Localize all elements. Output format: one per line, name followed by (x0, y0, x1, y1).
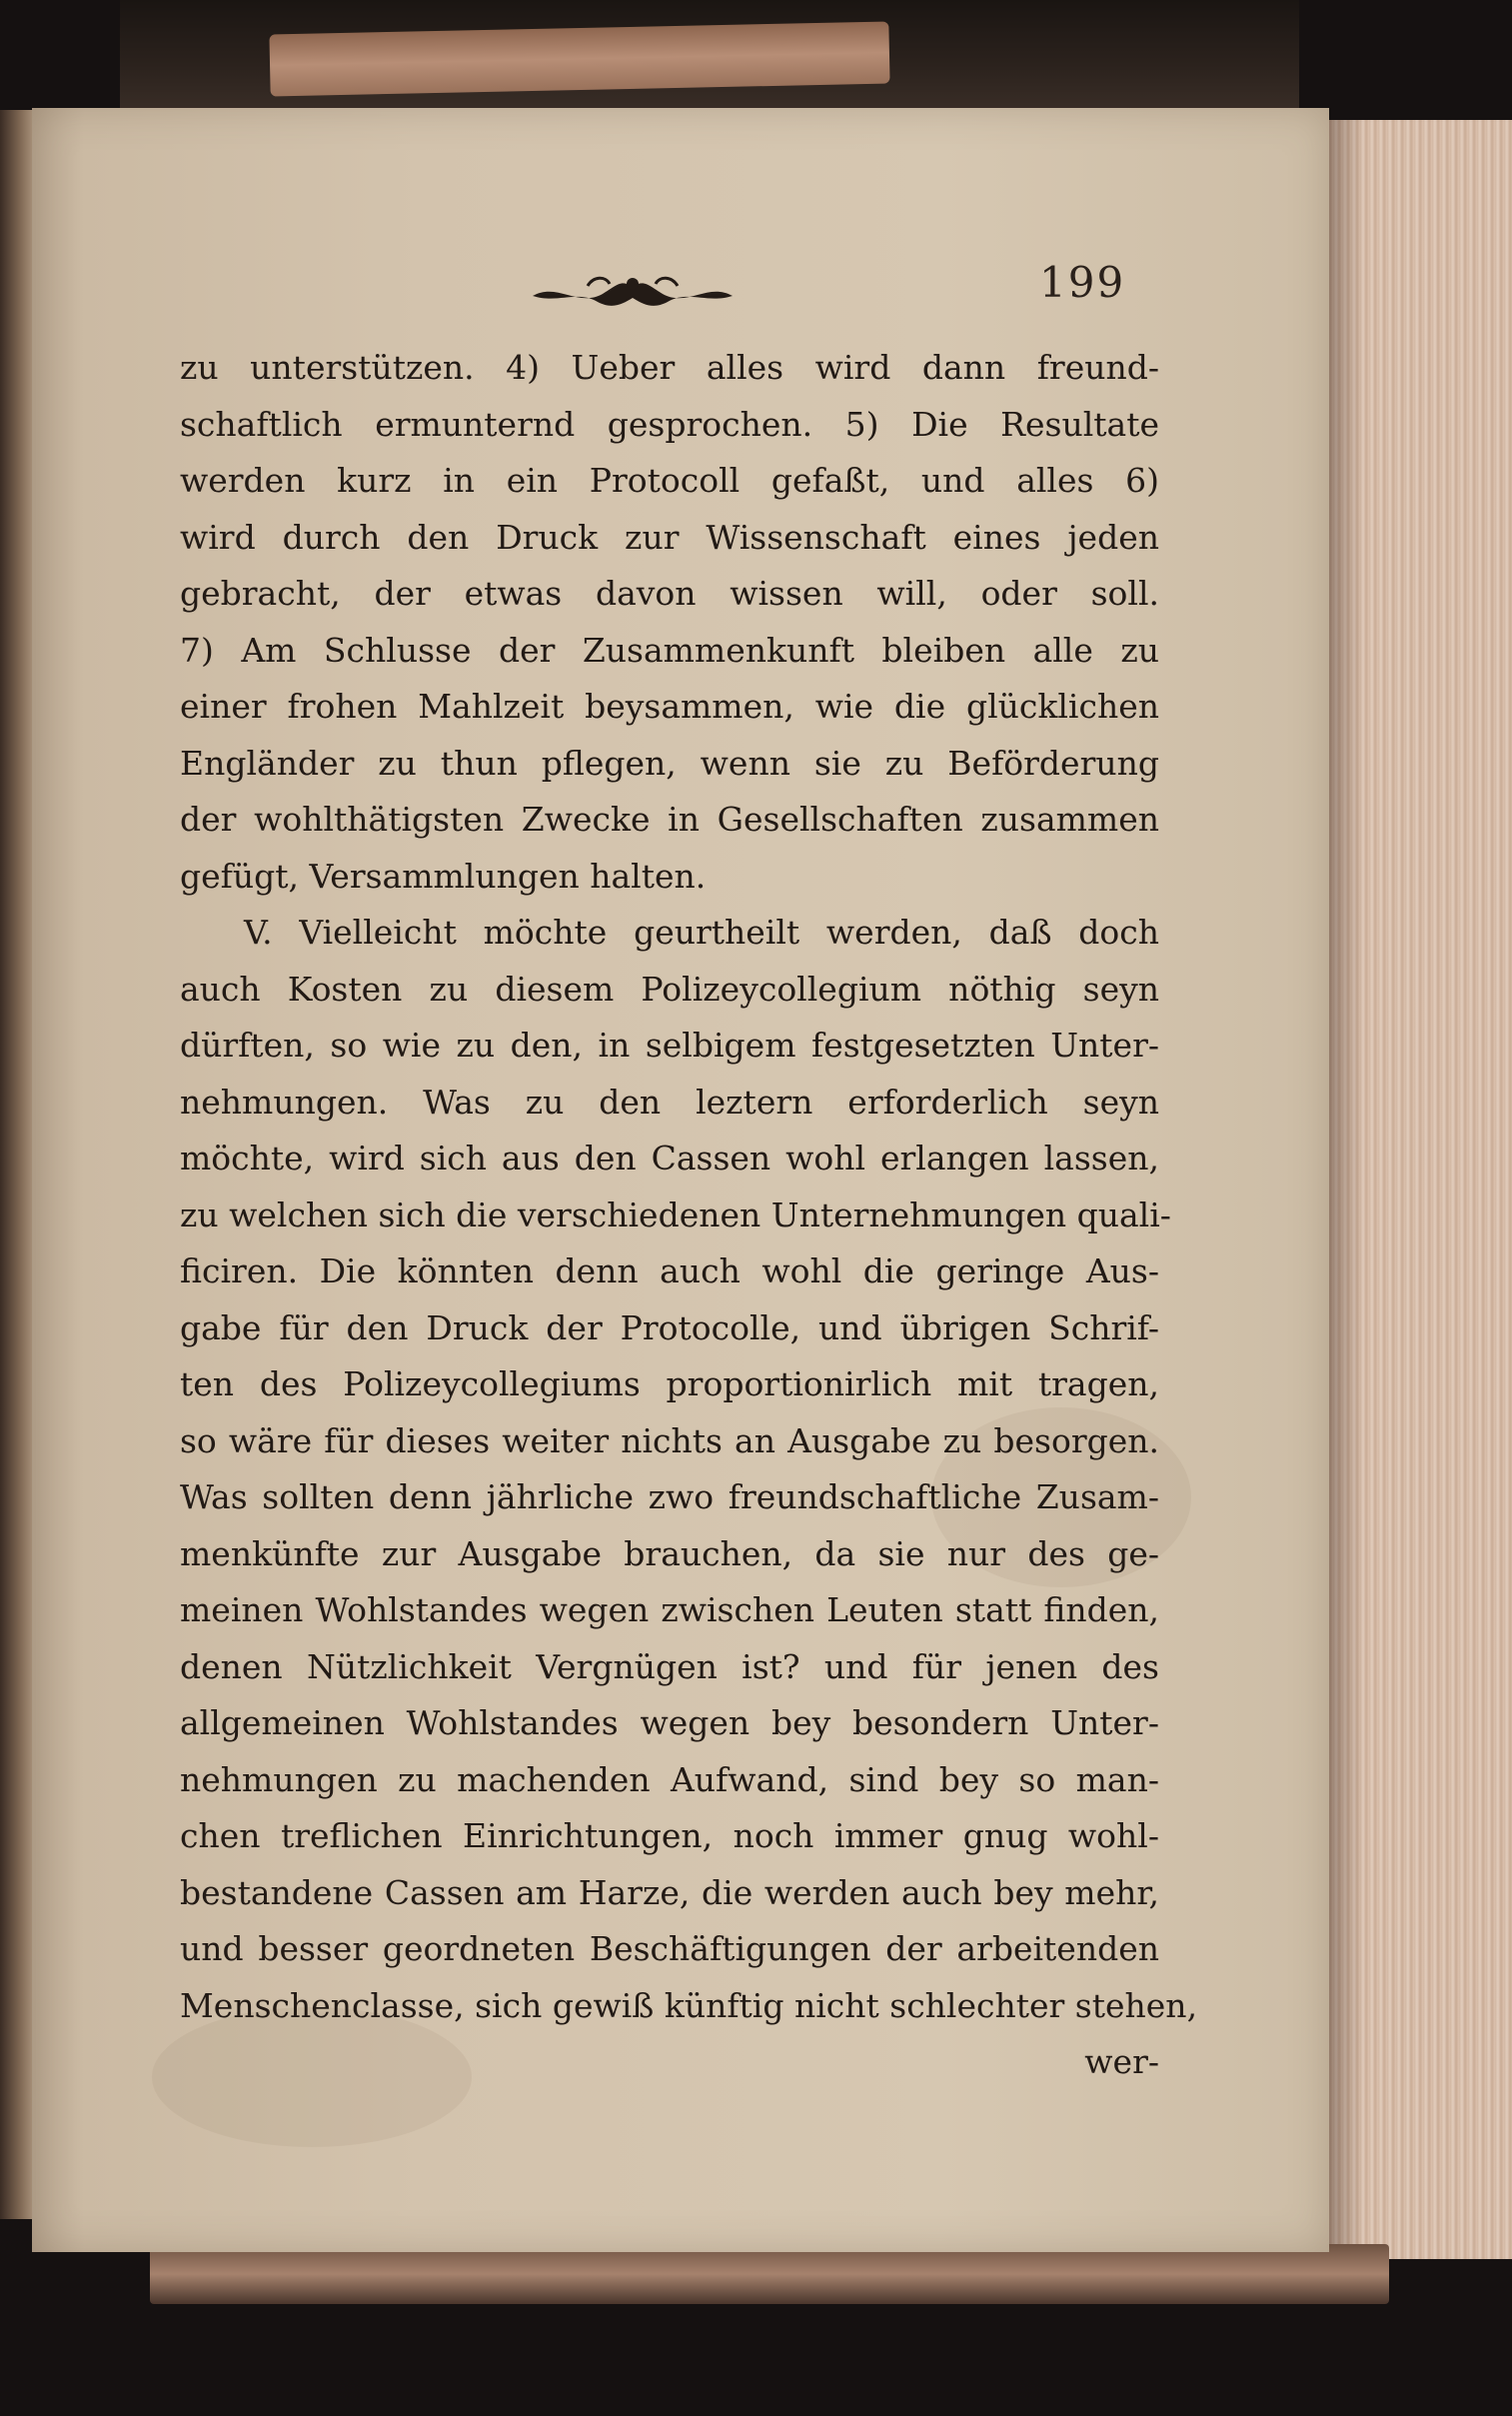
text-line: 7) Am Schlusse der Zusammenkunft bleiben alle zu (180, 630, 1159, 670)
text-line: chen treflichen Einrichtungen, noch immer gnug wohl- (180, 1816, 1159, 1855)
text-line: und besser geordneten Beschäftigungen der arbeitenden (180, 1929, 1159, 1968)
text-line: der wohlthätigsten Zwecke in Gesellschaften zusammen (180, 800, 1159, 839)
text-line: gebracht, der etwas davon wissen will, oder soll. (180, 574, 1159, 613)
book-page (32, 108, 1329, 2252)
text-line: V. Vielleicht möchte geurtheilt werden, daß doch (244, 913, 1159, 952)
text-line: menkünfte zur Ausgabe brauchen, da sie nur des ge- (180, 1533, 1159, 1573)
fleuron-ornament-icon (528, 264, 738, 324)
text-line: Menschenclasse, sich gewiß künftig nicht schlechter stehen, (180, 1985, 1198, 2025)
text-line: gefügt, Versammlungen halten. (180, 856, 707, 896)
book-cover-bottom (150, 2244, 1389, 2304)
text-line: denen Nützlichkeit Vergnügen ist? und für jenen des (180, 1646, 1159, 1686)
text-line: zu unterstützen. 4) Ueber alles wird dann freund- (180, 348, 1159, 387)
text-line: werden kurz in ein Protocoll gefaßt, und alles 6) (180, 461, 1159, 500)
text-line: nehmungen. Was zu den leztern erforderlich seyn (180, 1082, 1159, 1122)
text-line: schaftlich ermunternd gesprochen. 5) Die Resultate (180, 404, 1159, 444)
page-header (32, 258, 1329, 338)
text-line: Was sollten denn jährliche zwo freundschaftliche Zusam- (180, 1477, 1159, 1516)
text-line: dürften, so wie zu den, in selbigem festgesetzten Unter- (180, 1026, 1159, 1065)
text-line: auch Kosten zu diesem Polizeycollegium nöthig seyn (180, 969, 1159, 1009)
text-line: zu welchen sich die verschiedenen Unternehmungen quali- (180, 1195, 1171, 1234)
text-line: meinen Wohlstandes wegen zwischen Leuten statt finden, (180, 1590, 1159, 1629)
text-line: einer frohen Mahlzeit beysammen, wie die glücklichen (180, 687, 1159, 726)
catchword: wer- (1084, 2042, 1159, 2081)
text-line: nehmungen zu machenden Aufwand, sind bey so man- (180, 1759, 1159, 1799)
text-line: wird durch den Druck zur Wissenschaft eines jeden (180, 517, 1159, 557)
text-line: gabe für den Druck der Protocolle, und übrigen Schrif- (180, 1307, 1159, 1347)
text-line: ten des Polizeycollegiums proportionirlich mit tragen, (180, 1364, 1159, 1403)
text-line: bestandene Cassen am Harze, die werden auch bey mehr, (180, 1872, 1159, 1912)
page-number: 199 (1039, 258, 1126, 307)
leather-binding-strip (269, 22, 889, 97)
text-line: Engländer zu thun pflegen, wenn sie zu Beförderung (180, 743, 1159, 783)
body-text (180, 340, 1198, 2091)
text-line: allgemeinen Wohlstandes wegen bey besondern Unter- (180, 1703, 1159, 1742)
text-line: ficiren. Die könnten denn auch wohl die geringe Aus- (180, 1251, 1159, 1290)
left-page-edge (0, 110, 32, 2219)
fore-edge-shadow (1324, 120, 1364, 2259)
text-line: möchte, wird sich aus den Cassen wohl erlangen lassen, (180, 1139, 1159, 1178)
text-line: so wäre für dieses weiter nichts an Ausgabe zu besorgen. (180, 1420, 1159, 1460)
